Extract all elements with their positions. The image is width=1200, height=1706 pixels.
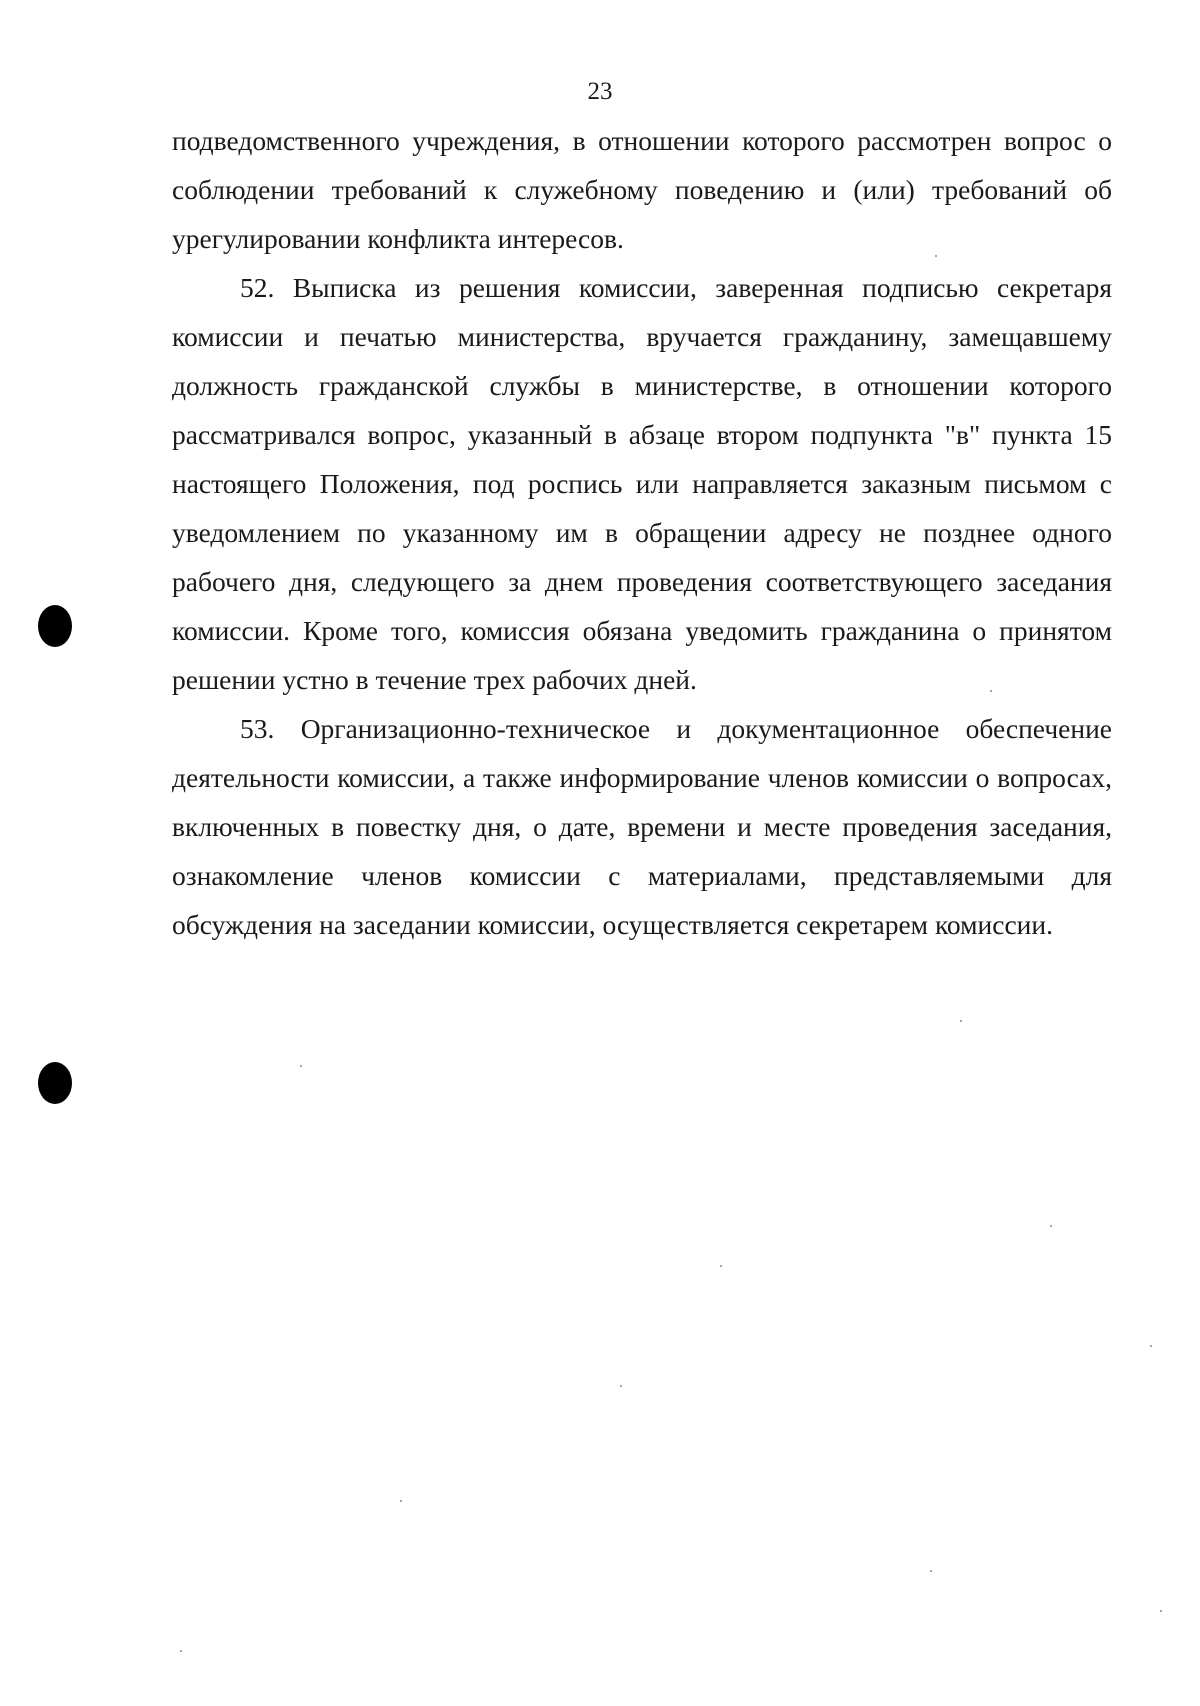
- scan-speck: [990, 690, 992, 692]
- paragraph-continuation: подведомственного учреждения, в отношении которого рассмотрен вопрос о соблюдении требований к служебному поведению и (или) требований об урегулировании конфликта интересов.: [172, 125, 1112, 254]
- scan-speck: [960, 1020, 962, 1022]
- scan-speck: [720, 1265, 722, 1267]
- page-number: 23: [587, 78, 613, 105]
- paragraph-item-53: 53. Организационно-техническое и документационное обеспечение деятельности комиссии, а также информирование членов комиссии о вопросах, включенных в повестку дня, о дате, времени и месте проведения заседания, ознакомление членов комиссии с материалами, представляемыми для обсуждения на заседании комиссии, осуществляется секретарем комиссии.: [172, 713, 1112, 940]
- document-body: [172, 116, 1112, 949]
- punch-hole-mark: [38, 605, 72, 647]
- scan-speck: [180, 1650, 182, 1652]
- scan-speck: [1150, 1345, 1152, 1347]
- scan-speck: [300, 1065, 302, 1067]
- scan-speck: [620, 1385, 622, 1387]
- scan-speck: [1160, 1610, 1162, 1612]
- punch-hole-mark: [38, 1062, 72, 1104]
- scan-speck: [930, 1570, 932, 1572]
- scan-speck: [935, 255, 937, 257]
- paragraph-item-52: 52. Выписка из решения комиссии, заверенная подписью секретаря комиссии и печатью министерства, вручается гражданину, замещавшему должность гражданской службы в министерстве, в отношении которого рассматривался вопрос, указанный в абзаце втором подпункта "в" пункта 15 настоящего Положения, под роспись или направляется заказным письмом с уведомлением по указанному им в обращении адресу не позднее одного рабочего дня, следующего за днем проведения соответствующего заседания комиссии. Кроме того, комиссия обязана уведомить гражданина о принятом решении устно в течение трех рабочих дней.: [172, 272, 1112, 695]
- scan-speck: [400, 1500, 402, 1502]
- scan-speck: [1050, 1225, 1052, 1227]
